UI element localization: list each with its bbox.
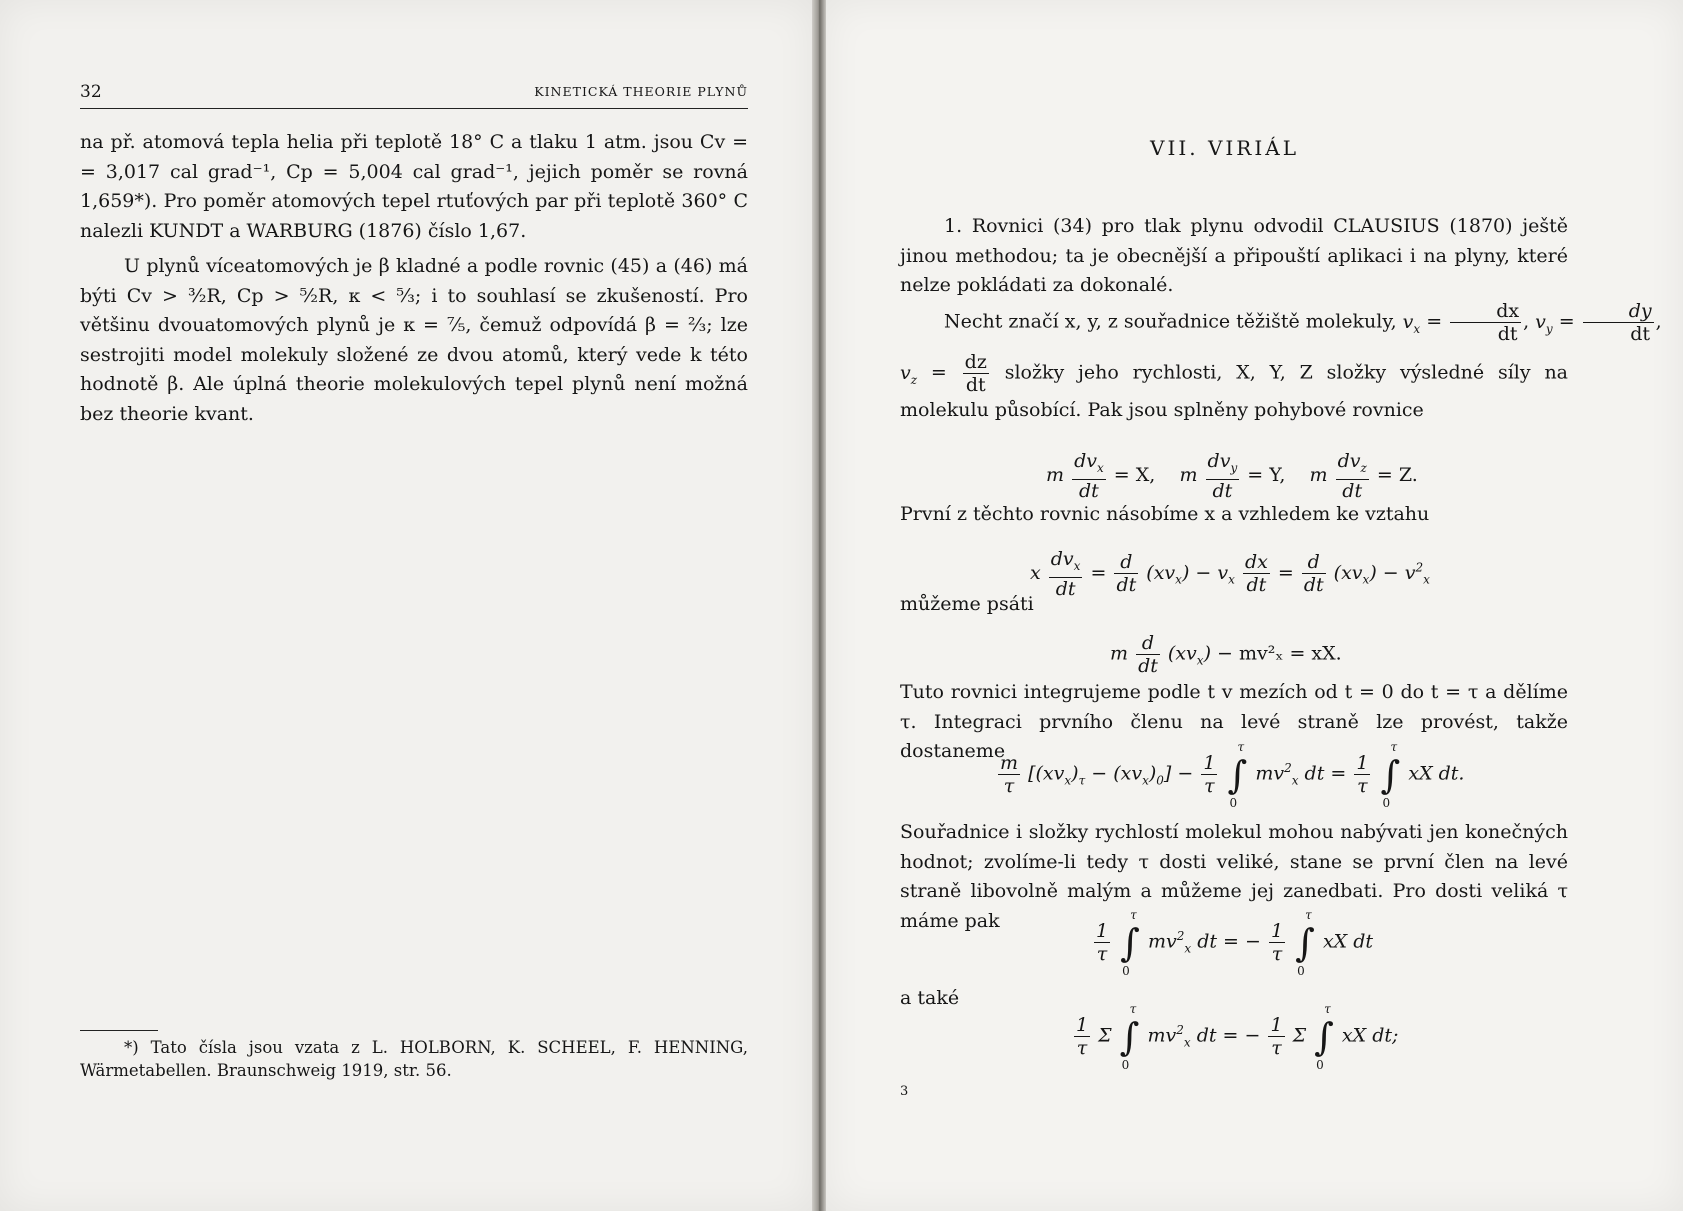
right-para-2: Necht značí x, y, z souřadnice těžiště molekuly, $v_x$ = $\frac{dx}{dt}$ , $v_y$ = $\frac{dy}{dt}$ $v_z$ = $\frac{dz}{dt}$ složky jeho rychlosti, X, Y, Z složky výsledné síly na molekulu působící. Pak jsou splněny pohybové rovnice (900, 300, 1652, 421)
right-para-3 (900, 500, 1568, 536)
fraction-dz-dt: $\frac{dz}{dt}$ (964, 351, 987, 396)
footnote-rule (80, 1030, 158, 1031)
book-gutter (812, 0, 826, 1211)
equations-of-motion: m $\frac{dv_x}{dt}$ = X, m $\frac{dv_y}{dt}$ = Y, m $\frac{dv_z}{dt}$ = Z. (1046, 450, 1418, 502)
right-paragraph-5: Tuto rovnici integrujeme podle t v mezích od t = 0 do t = τ a dělíme τ. Integraci prvního členu na levé straně lze provést, takže dostaneme (900, 681, 1568, 762)
equation-integrated: $\frac{m}{\tau}$ $[(xv_x)_\tau - (xv_x)_0]$ − $\frac{1}{\tau}$ ∫ τ 0 $mv^2_x$ dt = $\frac{1}{\tau}$ ∫ τ 0 xX dt. (1000, 739, 1465, 810)
right-para-4 (900, 590, 1568, 626)
right-para-1 (900, 212, 1568, 307)
equation-time-average: $\frac{1}{\tau}$ ∫ τ 0 $mv^2_x$ dt = − $\frac{1}{\tau}$ ∫ τ 0 xX dt (1096, 907, 1374, 978)
right-paragraph-7: a také (900, 987, 960, 1009)
right-paragraph-1: 1. Rovnici (34) pro tlak plynu odvodil CLAUSIUS (1870) ještě jinou methodou; ta je obecnější a připouští aplikaci i na plyny, které nelze pokládati za dokonalé. (900, 215, 1568, 296)
right-paragraph-3: První z těchto rovnic násobíme x a vzhledem ke vztahu (900, 503, 1430, 525)
left-paragraph-1: na př. atomová tepla helia při teplotě 18° C a tlaku 1 atm. jsou Cv = = 3,017 cal grad⁻¹, Cp = 5,004 cal grad⁻¹, jejich poměr se rovná 1,659*). Pro poměr atomových tepel rtuťových par při teplotě 360° C nalezli KUNDT a WARBURG (1876) číslo 1,67. (80, 131, 748, 242)
right-paragraph-2b: složky jeho rychlosti, X, Y, Z složky výsledné síly na molekulu působící. Pak jsou splněny pohybové rovnice (900, 361, 1569, 421)
equation-sum: $\frac{1}{\tau}$ Σ ∫ τ 0 $mv^2_x$ dt = − $\frac{1}{\tau}$ Σ ∫ τ 0 xX dt; (1076, 1001, 1399, 1072)
chapter-title: VII. VIRIÁL (1150, 136, 1299, 160)
equation-identity: x $\frac{dv_x}{dt}$ = $\frac{d}{dt}$ $(xv_x) - v_x$ $\frac{dx}{dt}$ = $\frac{d}{dt}$ $(xv_x) - v^2_x$ (1030, 548, 1430, 600)
equation-m-d-dt: m $\frac{d}{dt}$ $(xv_x) - mv^2_x$ = xX. (1110, 632, 1342, 677)
right-paragraph-4: můžeme psáti (900, 593, 1034, 615)
footnote: *) Tato čísla jsou vzata z L. HOLBORN, K. SCHEEL, F. HENNING, Wärmetabellen. Braunschweig 1919, str. 56. (80, 1038, 748, 1080)
fraction-dx-dt: $\frac{dx}{dt}$ (1450, 300, 1521, 345)
fraction-dy-dt: $\frac{dy}{dt}$ (1583, 300, 1654, 345)
page-number: 32 (80, 82, 102, 102)
left-running-head (80, 82, 748, 109)
right-paragraph-2a: Necht značí x, y, z souřadnice těžiště molekuly, (944, 310, 1397, 333)
left-paragraph-2: U plynů víceatomových je β kladné a podle rovnic (45) a (46) má býti Cv > ³⁄₂R, Cp > ⁵⁄₂R, κ < ⁵⁄₃; i to souhlasí se zkušeností. Pro většinu dvouatomových plynů je κ = ⁷⁄₅, čemuž odpovídá β = ²⁄₃; lze sestrojiti model molekuly složené ze dvou atomů, který vede k této hodnotě β. Ale úplná theorie molekulových tepel plynů není možná bez theorie kvant. (80, 255, 748, 425)
right-paragraph-6: Souřadnice i složky rychlostí molekul mohou nabývati jen konečných hodnot; zvolíme-li tedy τ dosti veliké, stane se první člen na levé straně libovolně malým a můžeme jej zanedbati. Pro dosti veliká τ máme pak (900, 821, 1568, 932)
signature-mark: 3 (900, 1084, 909, 1099)
left-body (80, 128, 748, 435)
running-title: KINETICKÁ THEORIE PLYNŮ (534, 84, 748, 99)
